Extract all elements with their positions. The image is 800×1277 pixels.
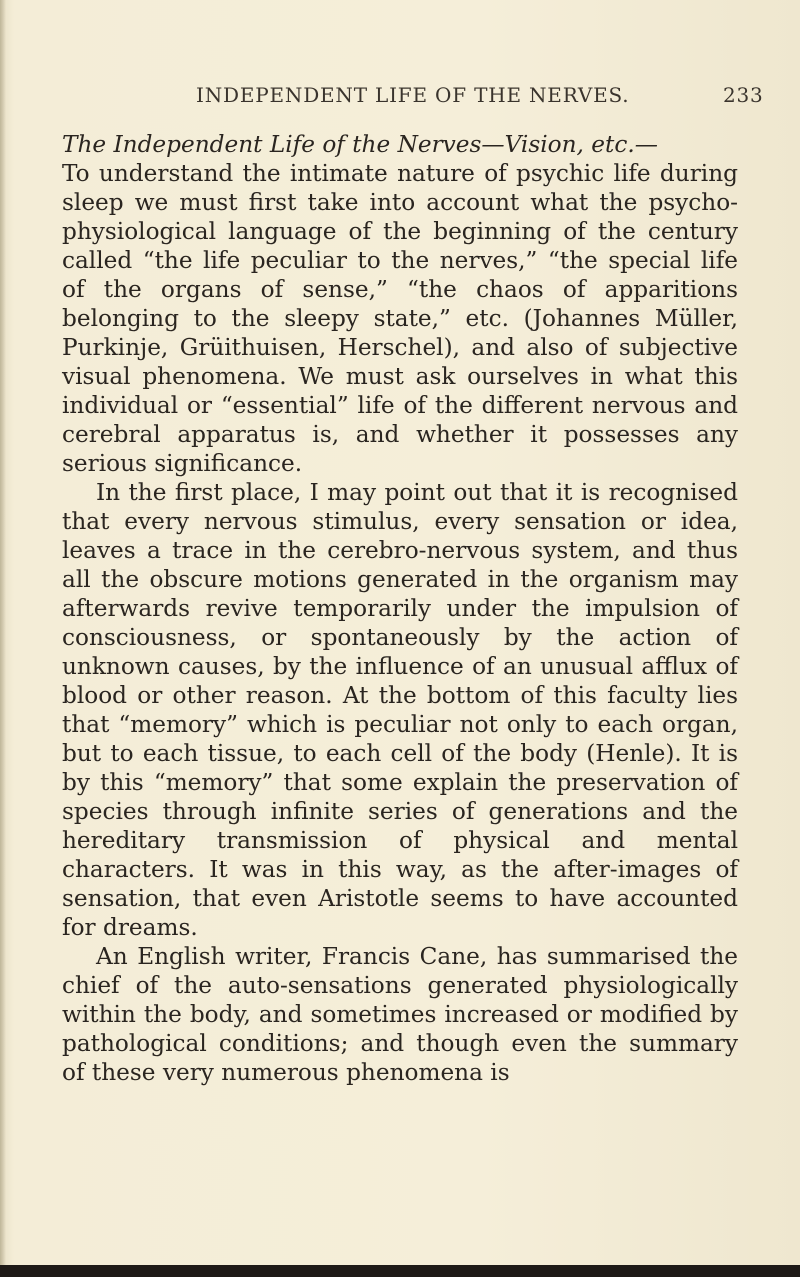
running-title: INDEPENDENT LIFE OF THE NERVES.: [196, 83, 630, 107]
paragraph-1-text: To understand the intimate nature of psychic life during sleep we must first take into account what the psycho-physiological language of the beginning of the century called “the life peculiar to the nerves,” “the special life of the organs of sense,” “the chaos of apparitions belonging to the sleepy state,” etc. (Johannes Müller, Purkinje, Grüithuisen, Herschel), and also of subjective visual phenomena. We must ask ourselves in what this individual or “essential” life of the different nervous and cerebral apparatus is, and whether it possesses any serious significance.: [62, 160, 738, 477]
paragraph-2: In the first place, I may point out that it is recognised that every nervous stimulus, every sensation or idea, leaves a trace in the cerebro-nervous system, and thus all the obscure motions generated in the organism may afterwards revive temporarily under the impulsion of consciousness, or spontaneously by the action of unknown causes, by the influence of an unusual afflux of blood or other reason. At the bottom of this faculty lies that “memory” which is peculiar not only to each organ, but to each tissue, to each cell of the body (Henle). It is by this “memory” that some explain the preservation of species through infinite series of generations and the hereditary transmission of physical and mental characters. It was in this way, as the after-images of sensation, that even Aristotle seems to have accounted for dreams.: [62, 479, 738, 941]
section-heading: The Independent Life of the Nerves—Vision, etc.—: [62, 131, 658, 158]
paragraph-3: An English writer, Francis Cane, has summarised the chief of the auto-sensations generated physiologically within the body, and sometimes increased or modified by pathological conditions; and though even the summary of these very numerous phenomena is: [62, 943, 738, 1086]
page-gutter-shadow: [0, 0, 6, 1277]
body-text: [62, 130, 738, 1087]
running-header: [196, 83, 764, 107]
paragraph-1: [62, 130, 738, 478]
page-bottom-edge: [0, 1265, 800, 1277]
page-number: 233: [723, 83, 764, 107]
